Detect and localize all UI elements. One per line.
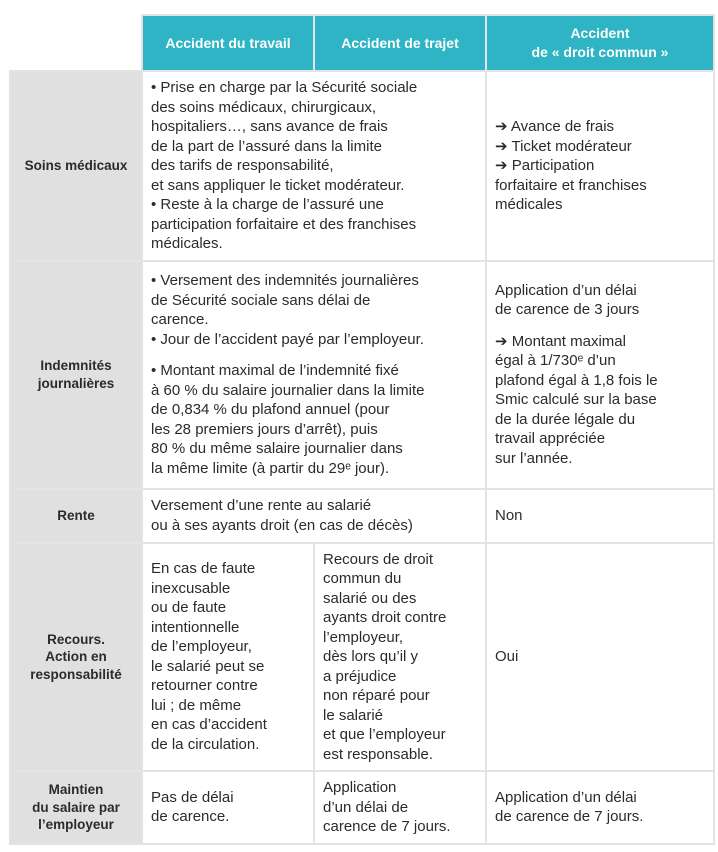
header-row [10,15,714,71]
corner-cell [10,15,142,71]
recours-travail-cell: En cas de faute inexcusable ou de faute intentionnelle de l’employeur, le salarié peut se retourner contre lui ; de même en cas d’accident de la circulation. [142,543,314,772]
recours-droit-commun-cell: Oui [486,543,714,772]
indemnites-montant-text: • Montant maximal de l’indemnité fixé à 60 % du salaire journalier dans la limite de 0,834 % du plafond annuel (pour les 28 premiers jours d’arrêt), puis 80 % du même salaire journalier dans la même limite (à partir du 29ᵉ jour). [151,362,425,477]
header-accident-trajet: Accident de trajet [314,15,486,71]
maintien-droit-commun-cell: Application d’un délai de carence de 7 jours. [486,771,714,844]
row-label-maintien: Maintien du salaire par l’employeur [10,771,142,844]
comparison-table [9,14,715,845]
header-accident-travail: Accident du travail [142,15,314,71]
row-label-recours: Recours. Action en responsabilité [10,543,142,772]
maintien-travail-cell: Pas de délai de carence. [142,771,314,844]
recours-trajet-cell: Recours de droit commun du salarié ou des ayants droit contre l’employeur, dès lors qu’il y a préjudice non réparé pour le salarié et que l’employeur est responsable. [314,543,486,772]
table-row [10,489,714,543]
soins-droit-commun-cell: ➔ Avance de frais ➔ Ticket modérateur ➔ Participation forfaitaire et franchises médicales [486,71,714,261]
header-accident-droit-commun: Accident de « droit commun » [486,15,714,71]
rente-travail-trajet-cell: Versement d’une rente au salarié ou à ses ayants droit (en cas de décès) [142,489,486,543]
indemnites-versement-text: • Versement des indemnités journalières de Sécurité sociale sans délai de carence. • Jour de l’accident payé par l’employeur. [151,272,424,348]
maintien-trajet-cell: Application d’un délai de carence de 7 jours. [314,771,486,844]
table-row [10,261,714,489]
table-row [10,771,714,844]
soins-travail-trajet-cell: • Prise en charge par la Sécurité sociale des soins médicaux, chirurgicaux, hospitaliers…, sans avance de frais de la part de l’assuré dans la limite des tarifs de responsabilité, et sans appliquer le ticket modérateur. • Reste à la charge de l’assuré une participation forfaitaire et des franchises médicales. [142,71,486,261]
table-row [10,543,714,772]
indemnites-montant-max-text: ➔ Montant maximal égal à 1/730ᵉ d’un plafond égal à 1,8 fois le Smic calculé sur la base de la durée légale du travail appréciée sur l’année. [495,332,658,467]
row-label-rente: Rente [10,489,142,543]
table-row [10,71,714,261]
row-label-soins: Soins médicaux [10,71,142,261]
indemnites-travail-trajet-cell [142,261,486,489]
rente-droit-commun-cell: Non [486,489,714,543]
indemnites-carence-text: Application d’un délai de carence de 3 jours [495,281,640,319]
row-label-indemnites: Indemnités journalières [10,261,142,489]
indemnites-droit-commun-cell [486,261,714,489]
